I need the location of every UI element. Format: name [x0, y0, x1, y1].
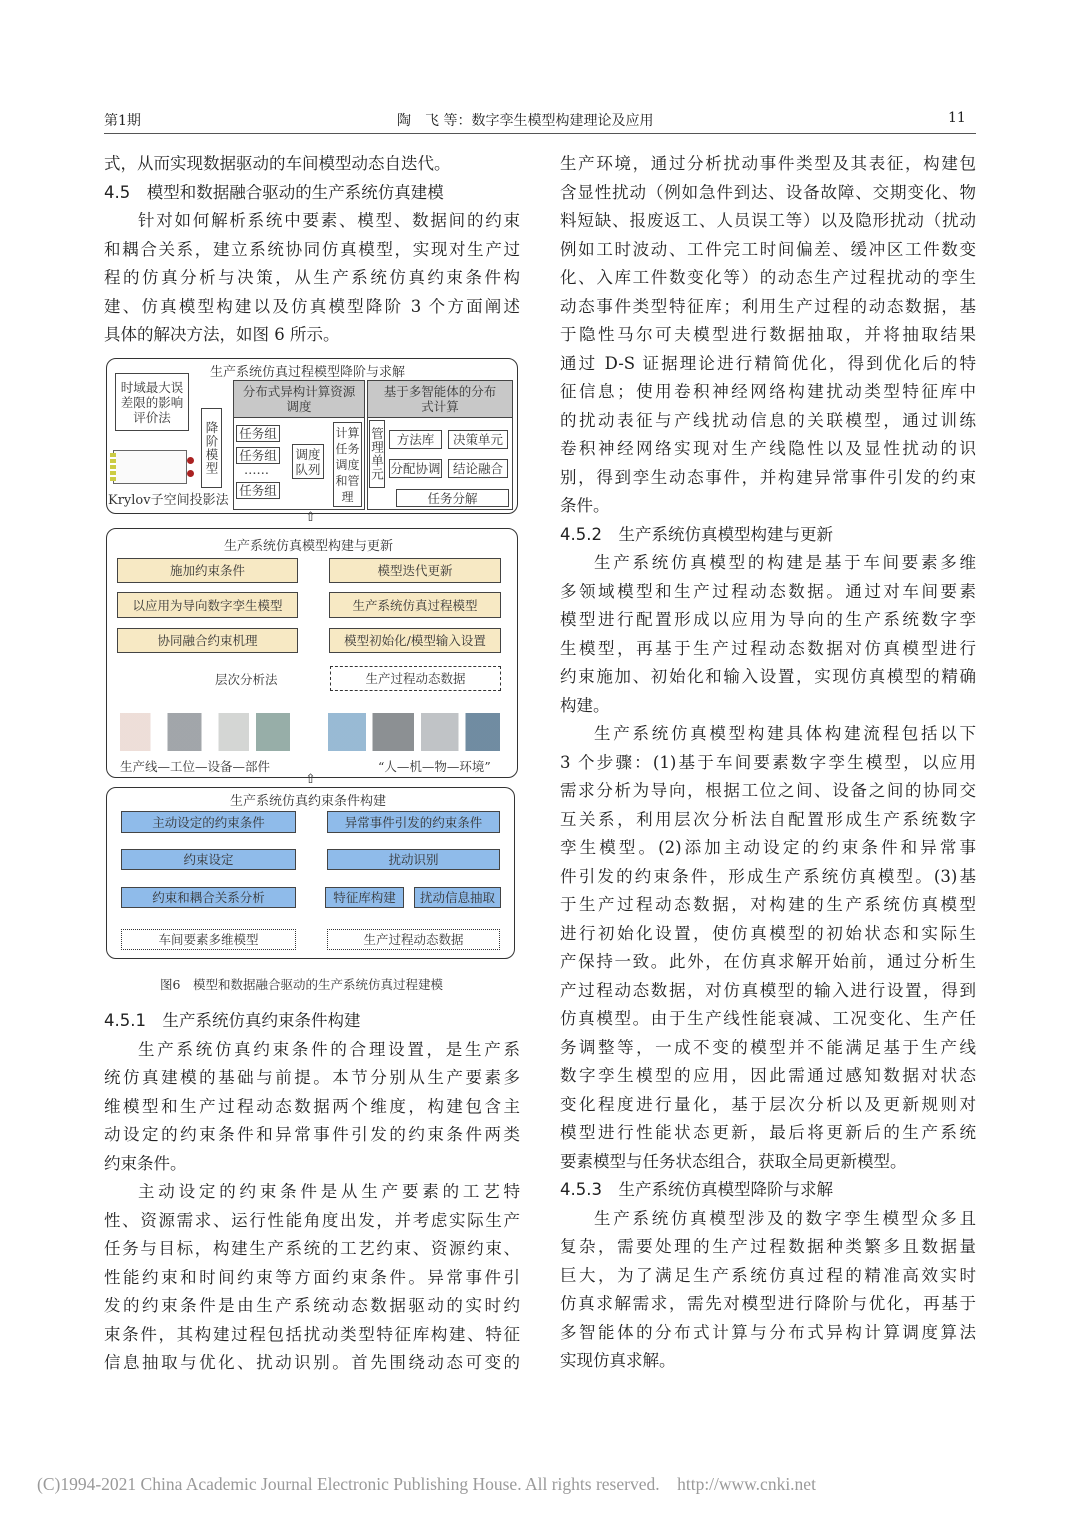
paragraph-line: 性能约束和时间约束等方面约束条件。异常事件引 [104, 1267, 520, 1287]
paragraph-line: 主动设定的约束条件是从生产要素的工艺特 [138, 1182, 520, 1201]
paragraph-line: 产过程动态数据，对仿真模型的输入进行设置，得到 [560, 980, 976, 1000]
human-machine-images [328, 713, 500, 751]
ellipsis: …… [244, 462, 269, 477]
paragraph-line: 生产环境，通过分析扰动事件类型及其表征，构建包 [560, 154, 976, 173]
paragraph-line: 具体的解决方法，如图 6 所示。 [104, 325, 340, 344]
decision-unit-box: 决策单元 [448, 430, 508, 449]
paragraph-line: 发的约束条件是由生产系统动态数据驱动的实时约 [104, 1296, 520, 1315]
paragraph-line: 生模型，再基于生产过程动态数据对仿真模型进行 [560, 638, 976, 658]
paragraph-line: 生产系统仿真模型的构建是基于车间要素多维 [594, 553, 976, 572]
paragraph-line: 统仿真建模的基础与前提。本节分别从生产要素多 [104, 1068, 520, 1087]
paragraph-line: 生产系统仿真约束条件的合理设置，是生产系 [138, 1039, 520, 1059]
section-heading: 4.5.1 生产系统仿真约束条件构建 [104, 1011, 361, 1030]
sim-process-model-box: 生产系统仿真过程模型 [329, 592, 501, 618]
eval-method-box: 时域最大误差限的影响评价法 [115, 373, 189, 431]
paragraph-line: 模型进行配置形成以应用为导向的生产系统数字孪 [560, 610, 976, 629]
active-constraints-box: 主动设定的约束条件 [121, 811, 296, 833]
paragraph-line: 复杂，需要处理的生产过程数据种类繁多且数据量 [560, 1237, 976, 1256]
up-arrow-icon: ⇧ [305, 772, 316, 787]
paragraph-line: 模型进行性能状态更新，最后将更新后的生产系统 [560, 1123, 976, 1142]
task-decompose-box: 任务分解 [396, 489, 509, 507]
page-number: 11 [948, 110, 966, 126]
dynamic-data-box: 生产过程动态数据 [330, 666, 501, 691]
paragraph-line: 务调整等，一成不变的模型并不能满足基于生产线 [560, 1037, 976, 1057]
left-column-bottom [104, 1007, 520, 1378]
paragraph-line: 于隐性马尔可夫模型进行数据抽取，并将抽取结果 [560, 325, 976, 344]
hmme-label: “人—机—物—环境” [378, 759, 491, 774]
section-heading: 4.5.2 生产系统仿真模型构建与更新 [560, 524, 833, 544]
panel-title: 生产系统仿真模型构建与更新 [224, 539, 394, 554]
paragraph-line: 仿真求解需求，需先对模型进行降阶与优化，再基于 [560, 1294, 976, 1313]
multi-agent-title: 基于多智能体的分布式计算 [367, 380, 513, 418]
collab-mechanism-box: 协同融合约束机理 [117, 628, 298, 653]
issue-number: 第1期 [104, 113, 141, 129]
paragraph-line: 进行初始化设置，使仿真模型的初始状态和实际生 [560, 923, 976, 943]
paragraph-line: 化、入库工件数变化等）的动态生产过程扰动的孪生 [560, 268, 976, 287]
paragraph-line: 征信息；使用卷积神经网络构建扰动类型特征库中 [560, 382, 976, 401]
cnki-url[interactable]: http://www.cnki.net [677, 1474, 816, 1494]
figure-caption: 图6 模型和数据融合驱动的生产系统仿真过程建模 [160, 977, 443, 992]
paragraph-line: 件引发的约束条件，形成生产系统仿真模型。(3)基 [560, 866, 976, 886]
conclusion-fusion-box: 结论融合 [448, 459, 508, 478]
paragraph-line: 建、仿真模型构建以及仿真模型降阶 3 个方面阐述 [104, 296, 520, 316]
paragraph-line: 实现仿真求解。 [560, 1351, 676, 1370]
allocation-box: 分配协调 [390, 461, 441, 476]
paragraph-line: 生产系统仿真模型构建具体构建流程包括以下 [594, 724, 976, 743]
paragraph-line: 变化程度进行量化，基于层次分析以及更新规则对 [560, 1094, 976, 1114]
section-heading: 4.5.3 生产系统仿真模型降阶与求解 [560, 1180, 833, 1199]
paragraph-line: 含显性扰动（例如急件到达、设备故障、交期变化、物 [560, 182, 976, 202]
paragraph-line: 料短缺、报废返工、人员误工等）以及隐形扰动（扰动 [560, 211, 976, 230]
workshop-model-box: 车间要素多维模型 [121, 929, 296, 950]
hierarchy-label: 生产线—工位—设备—部件 [120, 759, 271, 774]
paragraph-line: 需求分析为导向，根据工位之间、设备之间的协同交 [560, 781, 976, 800]
paragraph-line: 生产系统仿真模型涉及的数字孪生模型众多且 [594, 1208, 976, 1228]
paragraph-line: 多智能体的分布式计算与分布式异构计算调度算法 [560, 1322, 976, 1342]
disturbance-identify-box: 扰动识别 [327, 849, 500, 870]
paragraph-line: 信息抽取与优化、扰动识别。首先围绕动态可变的 [104, 1353, 520, 1372]
task-group-2: 任务组 [236, 447, 280, 464]
paragraph-line: 数字孪生模型的应用，因此需通过感知数据对状态 [560, 1066, 976, 1085]
paragraph-line: 互关系，利用层次分析法自配置形成生产系统数字 [560, 809, 976, 829]
management-unit-box: 管理单元 [369, 420, 385, 488]
paragraph-line: 动态事件类型特征库；利用生产过程的动态数据，基 [560, 296, 976, 316]
reduced-model-box: 降阶模型 [201, 408, 222, 488]
footer [37, 1474, 816, 1495]
section-heading: 4.5 模型和数据融合驱动的生产系统仿真建模 [104, 182, 444, 202]
copyright: (C)1994-2021 China Academic Journal Electronic Publishing House. All rights reserved. [37, 1474, 660, 1494]
panel-title: 生产系统仿真过程模型降阶与求解 [210, 365, 406, 380]
abnormal-constraints-box: 异常事件引发的约束条件 [327, 811, 500, 833]
paragraph-line: 式，从而实现数据驱动的车间模型动态自迭代。 [104, 154, 451, 173]
production-line-images [120, 713, 290, 751]
paragraph-line: 别，得到孪生动态事件，并构建异常事件引发的约束 [560, 467, 976, 487]
distributed-scheduling-title: 分布式异构计算资源调度 [233, 380, 365, 418]
panel-title: 生产系统仿真约束条件构建 [230, 794, 387, 809]
paragraph-line: 于生产过程动态数据，对构建的生产系统仿真模型 [560, 895, 976, 914]
task-group-3: 任务组 [236, 482, 280, 499]
up-arrow-icon: ⇧ [305, 510, 316, 525]
paragraph-line: 约束施加、初始化和输入设置，实现仿真模型的精确 [560, 667, 976, 686]
paragraph-line: 条件。 [560, 496, 610, 515]
paragraph-line: 巨大，为了满足生产系统仿真过程的精准高效实时 [560, 1265, 976, 1285]
apply-constraints-box: 施加约束条件 [117, 558, 298, 583]
krylov-diagram [113, 450, 187, 484]
constraint-set-box: 约束设定 [121, 849, 296, 870]
paragraph-line: 卷积神经网络实现对生产线隐性以及显性扰动的识 [560, 439, 976, 458]
krylov-label: Krylov子空间投影法 [108, 493, 229, 508]
running-title: 陶 飞 等：数字孪生模型构建理论及应用 [397, 113, 654, 129]
schedule-queue-box: 调度队列 [292, 444, 324, 479]
paragraph-line: 例如工时波动、工件完工时间偏差、缓冲区工件数变 [560, 239, 976, 259]
paragraph-line: 程的仿真分析与决策，从生产系统仿真约束条件构 [104, 268, 520, 287]
paragraph-line: 的扰动表征与产线扰动信息的关联模型，通过训练 [560, 410, 976, 430]
ahp-label: 层次分析法 [215, 672, 278, 687]
paragraph-line: 束条件，其构建过程包括扰动类型特征库构建、特征 [104, 1324, 520, 1344]
paragraph-line: 针对如何解析系统中要素、模型、数据间的约束 [138, 211, 520, 230]
paragraph-line: 维模型和生产过程动态数据两个维度，构建包含主 [104, 1096, 520, 1116]
model-iterate-box: 模型迭代更新 [329, 558, 501, 583]
paragraph-line: 孪生模型。(2)添加主动设定的约束条件和异常事 [560, 838, 976, 857]
task-group-1: 任务组 [236, 425, 280, 442]
paragraph-line: 构建。 [560, 695, 610, 715]
coupling-analysis-box: 约束和耦合关系分析 [121, 887, 296, 908]
model-init-box: 模型初始化/模型输入设置 [329, 628, 501, 653]
paragraph-line: 产保持一致。此外，在仿真求解开始前，通过分析生 [560, 952, 976, 971]
dynamic-data-box-2: 生产过程动态数据 [327, 929, 500, 950]
paragraph-line: 性、资源需求、运行性能角度出发，并考虑实际生产 [104, 1210, 520, 1230]
paragraph-line: 动设定的约束条件和异常事件引发的约束条件两类 [104, 1125, 520, 1144]
disturbance-extract-box: 扰动信息抽取 [414, 887, 501, 908]
paragraph-line: 约束条件。 [104, 1153, 187, 1173]
paragraph-line: 3 个步骤：(1)基于车间要素数字孪生模型，以应用 [560, 752, 976, 772]
paragraph-line: 要素模型与任务状态组合，获取全局更新模型。 [560, 1151, 907, 1171]
app-oriented-model-box: 以应用为导向数字孪生模型 [117, 592, 298, 618]
task-management-box: 计算任务调度和管理 [333, 422, 362, 507]
feature-lib-box: 特征库构建 [325, 887, 404, 908]
paragraph-line: 任务与目标，构建生产系统的工艺约束、资源约束、 [104, 1239, 520, 1258]
paragraph-line: 和耦合关系，建立系统协同仿真模型，实现对生产过 [104, 239, 520, 259]
method-library-box: 方法库 [389, 430, 442, 449]
paragraph-line: 仿真模型。由于生产线性能衰减、工况变化、生产任 [560, 1009, 976, 1028]
paragraph-line: 通过 D-S 证据理论进行精简优化，得到优化后的特 [560, 353, 976, 373]
paragraph-line: 多领域模型和生产过程动态数据。通过对车间要素 [560, 581, 976, 601]
